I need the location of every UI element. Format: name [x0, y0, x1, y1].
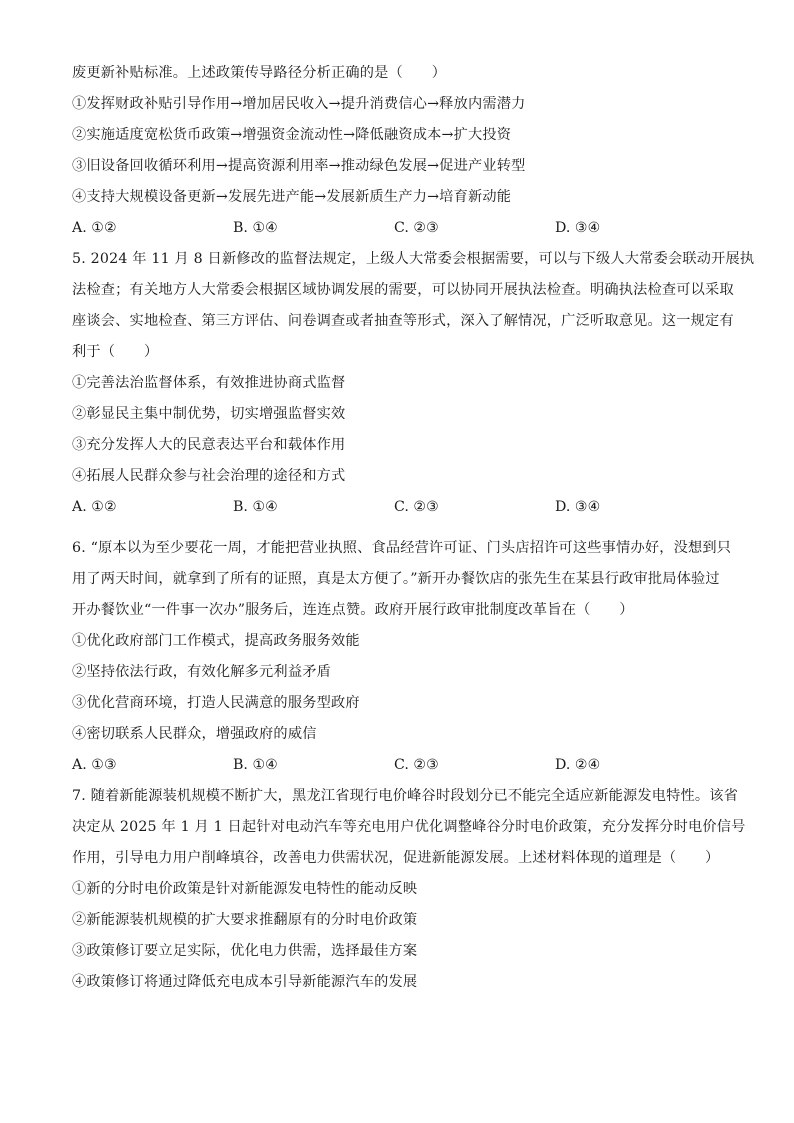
question-6-statement-4: ④密切联系人民群众，增强政府的威信 [72, 726, 317, 742]
option-a: A. ①② [72, 499, 117, 515]
question-4 [72, 62, 732, 239]
question-4-statement-2: ②实施适度宽松货币政策→增强资金流动性→降低融资成本→扩大投资 [72, 127, 512, 143]
question-7-statement-3: ③政策修订要立足实际，优化电力供需，选择最佳方案 [72, 943, 418, 959]
question-6-stem-line-2: 用了两天时间，就拿到了所有的证照，真是太方便了。”新开办餐饮店的张先生在某县行政审批局体验过 [72, 571, 720, 587]
question-7-stem-line-2: 决定从 2025 年 1 月 1 日起针对电动汽车等充电用户优化调整峰谷分时电价政策，充分发挥分时电价信号 [72, 819, 746, 835]
option-c: C. ②③ [394, 220, 439, 236]
option-a: A. ①③ [72, 757, 117, 773]
question-5-stem-line-3: 座谈会、实地检查、第三方评估、问卷调查或者抽查等形式，深入了解情况，广泛听取意见。这一规定有 [72, 313, 734, 329]
option-d: D. ③④ [555, 499, 601, 515]
question-6-statement-1: ①优化政府部门工作模式，提高政务服务效能 [72, 633, 360, 649]
question-7-stem-line-1: 7. 随着新能源装机规模不断扩大，黑龙江省现行电价峰谷时段划分已不能完全适应新能源发电特性。该省 [72, 788, 739, 804]
question-7 [72, 785, 746, 993]
question-4-statement-4: ④支持大规模设备更新→发展先进产能→发展新质生产力→培育新动能 [72, 189, 512, 205]
option-d: D. ③④ [555, 220, 601, 236]
question-5-statement-4: ④拓展人民群众参与社会治理的途径和方式 [72, 468, 346, 484]
question-6-statement-2: ②坚持依法行政，有效化解多元利益矛盾 [72, 664, 331, 680]
option-c: C. ②③ [394, 757, 439, 773]
question-5-stem-line-4: 利于（ ） [72, 344, 159, 360]
option-c: C. ②③ [394, 499, 439, 515]
question-6 [72, 537, 732, 776]
question-7-statement-2: ②新能源装机规模的扩大要求推翻原有的分时电价政策 [72, 912, 418, 928]
option-b: B. ①④ [233, 220, 278, 236]
question-5-options [72, 496, 732, 518]
question-4-statement-3: ③旧设备回收循环利用→提高资源利用率→推动绿色发展→促进产业转型 [72, 158, 526, 174]
question-7-statement-1: ①新的分时电价政策是针对新能源发电特性的能动反映 [72, 881, 418, 897]
question-4-options [72, 217, 732, 239]
question-7-stem-line-3: 作用，引导电力用户削峰填谷，改善电力供需状况，促进新能源发展。上述材料体现的道理是（ ） [72, 850, 720, 866]
question-5-statement-3: ③充分发挥人大的民意表达平台和载体作用 [72, 437, 346, 453]
question-6-stem-line-3: 开办餐饮业“一件事一次办”服务后，连连点赞。政府开展行政审批制度改革旨在（ ） [72, 602, 634, 618]
question-6-stem-line-1: 6. “原本以为至少要花一周，才能把营业执照、食品经营许可证、门头店招许可这些事情办好，没想到只 [72, 540, 732, 556]
question-5-stem-line-2: 法检查；有关地方人大常委会根据区域协调发展的需要，可以协同开展执法检查。明确执法检查可以采取 [72, 282, 734, 298]
option-d: D. ②④ [555, 757, 601, 773]
option-b: B. ①④ [233, 499, 278, 515]
exam-page [72, 62, 755, 1002]
question-7-statement-4: ④政策修订将通过降低充电成本引导新能源汽车的发展 [72, 974, 418, 990]
question-5 [72, 248, 755, 518]
option-a: A. ①② [72, 220, 117, 236]
question-5-statement-2: ②彰显民主集中制优势，切实增强监督实效 [72, 406, 346, 422]
question-6-statement-3: ③优化营商环境，打造人民满意的服务型政府 [72, 695, 360, 711]
question-5-stem-line-1: 5. 2024 年 11 月 8 日新修改的监督法规定，上级人大常委会根据需要，可以与下级人大常委会联动开展执 [72, 251, 755, 267]
question-4-statement-1: ①发挥财政补贴引导作用→增加居民收入→提升消费信心→释放内需潜力 [72, 96, 526, 112]
question-6-options [72, 754, 732, 776]
question-5-statement-1: ①完善法治监督体系，有效推进协商式监督 [72, 375, 346, 391]
question-4-stem-tail: 废更新补贴标准。上述政策传导路径分析正确的是（ ） [72, 65, 447, 81]
option-b: B. ①④ [233, 757, 278, 773]
